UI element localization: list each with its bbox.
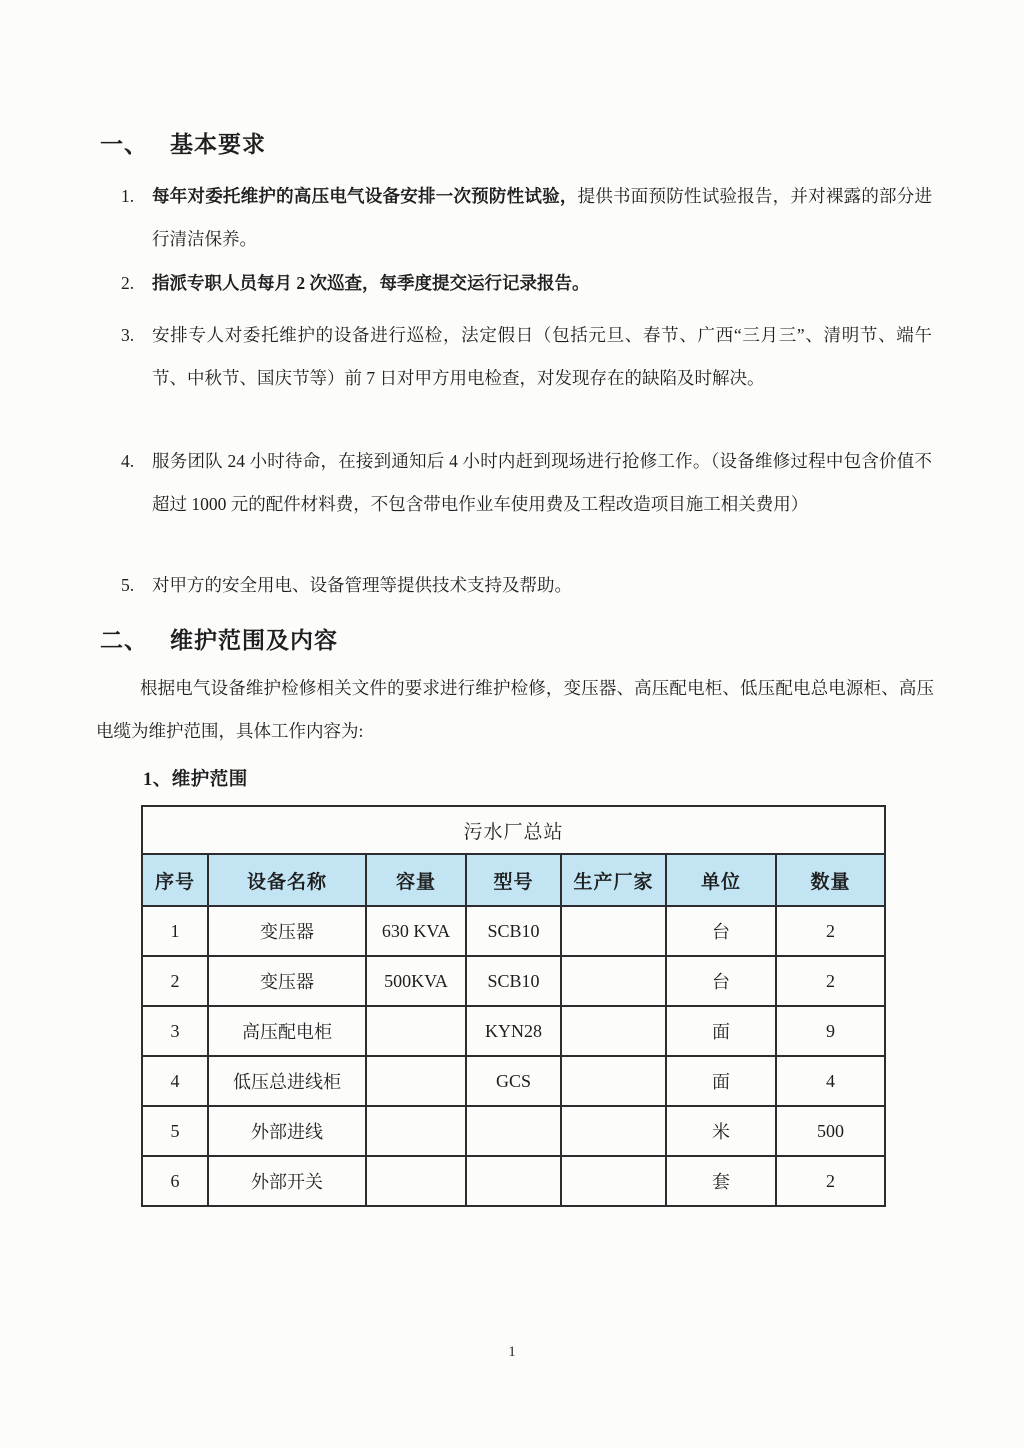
table-cell: SCB10 [466,906,561,956]
requirement-item-2 [121,262,932,305]
item-number: 5. [121,575,135,595]
item-text-bold: 每年对委托维护的高压电气设备安排一次预防性试验， [152,186,578,206]
table-cell [561,956,666,1006]
requirement-item-3 [121,314,932,400]
header-cell-index: 序号 [142,854,208,906]
item-text: 服务团队 24 小时待命，在接到通知后 4 小时内赶到现场进行抢修工作。（设备维修过程中包含价值不超过 1000 元的配件材料费，不包含带电作业车使用费及工程改造项目施工相关费用） [152,451,932,514]
table-cell: 4 [142,1056,208,1106]
table-cell [561,1156,666,1206]
table-cell: 2 [776,956,885,1006]
table-cell: 套 [666,1156,776,1206]
table-cell: 变压器 [208,956,366,1006]
table-row [142,956,885,1006]
header-cell-device-name: 设备名称 [208,854,366,906]
section-1-heading [100,126,266,159]
section-1-numeral: 一、 [100,132,148,157]
header-cell-unit: 单位 [666,854,776,906]
intro-paragraph: 根据电气设备维护检修相关文件的要求进行维护检修，变压器、高压配电柜、低压配电总电源柜、高压电缆为维护范围，具体工作内容为: [96,678,934,741]
equipment-table [141,805,886,1207]
table-cell: 2 [142,956,208,1006]
table-row [142,1156,885,1206]
header-cell-capacity: 容量 [366,854,466,906]
table-cell: 5 [142,1106,208,1156]
header-cell-quantity: 数量 [776,854,885,906]
table-cell: 6 [142,1156,208,1206]
table-row [142,1056,885,1106]
table-cell: 低压总进线柜 [208,1056,366,1106]
table-cell [366,1106,466,1156]
table-cell [366,1006,466,1056]
requirement-item-5 [121,564,932,607]
table-cell: 4 [776,1056,885,1106]
table-cell: 外部开关 [208,1156,366,1206]
table-cell [561,1056,666,1106]
table-cell [466,1156,561,1206]
table-cell [366,1056,466,1106]
table-title-row [142,806,885,854]
requirement-item-1 [121,175,933,261]
table-cell: SCB10 [466,956,561,1006]
equipment-table-container [141,805,884,1207]
header-cell-manufacturer: 生产厂家 [561,854,666,906]
table-cell [466,1106,561,1156]
page-number: 1 [508,1344,516,1360]
item-text-bold: 指派专职人员每月 2 次巡查，每季度提交运行记录报告。 [152,273,590,293]
table-cell: 外部进线 [208,1106,366,1156]
table-cell [561,1106,666,1156]
item-text: 提供书面预防性试验报告，并对裸露的部分进行清洁保养。 [152,186,933,249]
table-cell [561,1006,666,1056]
table-header-row [142,854,885,906]
table-cell: 面 [666,1056,776,1106]
table-row [142,1106,885,1156]
section-2-title: 维护范围及内容 [170,628,338,653]
item-number: 1. [121,186,135,206]
table-cell: 米 [666,1106,776,1156]
table-row [142,906,885,956]
table-cell: KYN28 [466,1006,561,1056]
item-number: 3. [121,325,135,345]
table-row [142,1006,885,1056]
table-cell: 630 KVA [366,906,466,956]
table-cell [561,906,666,956]
item-number: 4. [121,451,135,471]
item-number: 2. [121,273,135,293]
section-1-title: 基本要求 [170,132,266,157]
table-cell: 500KVA [366,956,466,1006]
table-cell: 高压配电柜 [208,1006,366,1056]
table-cell: 3 [142,1006,208,1056]
table-cell: 2 [776,1156,885,1206]
table-title: 污水厂总站 [142,806,885,854]
table-cell: GCS [466,1056,561,1106]
section-2-numeral: 二、 [100,628,148,653]
item-text: 安排专人对委托维护的设备进行巡检，法定假日（包括元旦、春节、广西“三月三”、清明节、端午节、中秋节、国庆节等）前 7 日对甲方用电检查，对发现存在的缺陷及时解决。 [152,325,932,388]
table-cell: 台 [666,906,776,956]
header-cell-model: 型号 [466,854,561,906]
scope-subheading: 1、维护范围 [143,770,248,790]
table-cell: 2 [776,906,885,956]
table-cell: 面 [666,1006,776,1056]
table-cell: 台 [666,956,776,1006]
table-cell: 1 [142,906,208,956]
table-cell [366,1156,466,1206]
table-cell: 变压器 [208,906,366,956]
item-text: 对甲方的安全用电、设备管理等提供技术支持及帮助。 [152,575,572,595]
section-2-heading [100,622,338,655]
requirement-item-4 [121,440,932,526]
table-cell: 500 [776,1106,885,1156]
table-cell: 9 [776,1006,885,1056]
